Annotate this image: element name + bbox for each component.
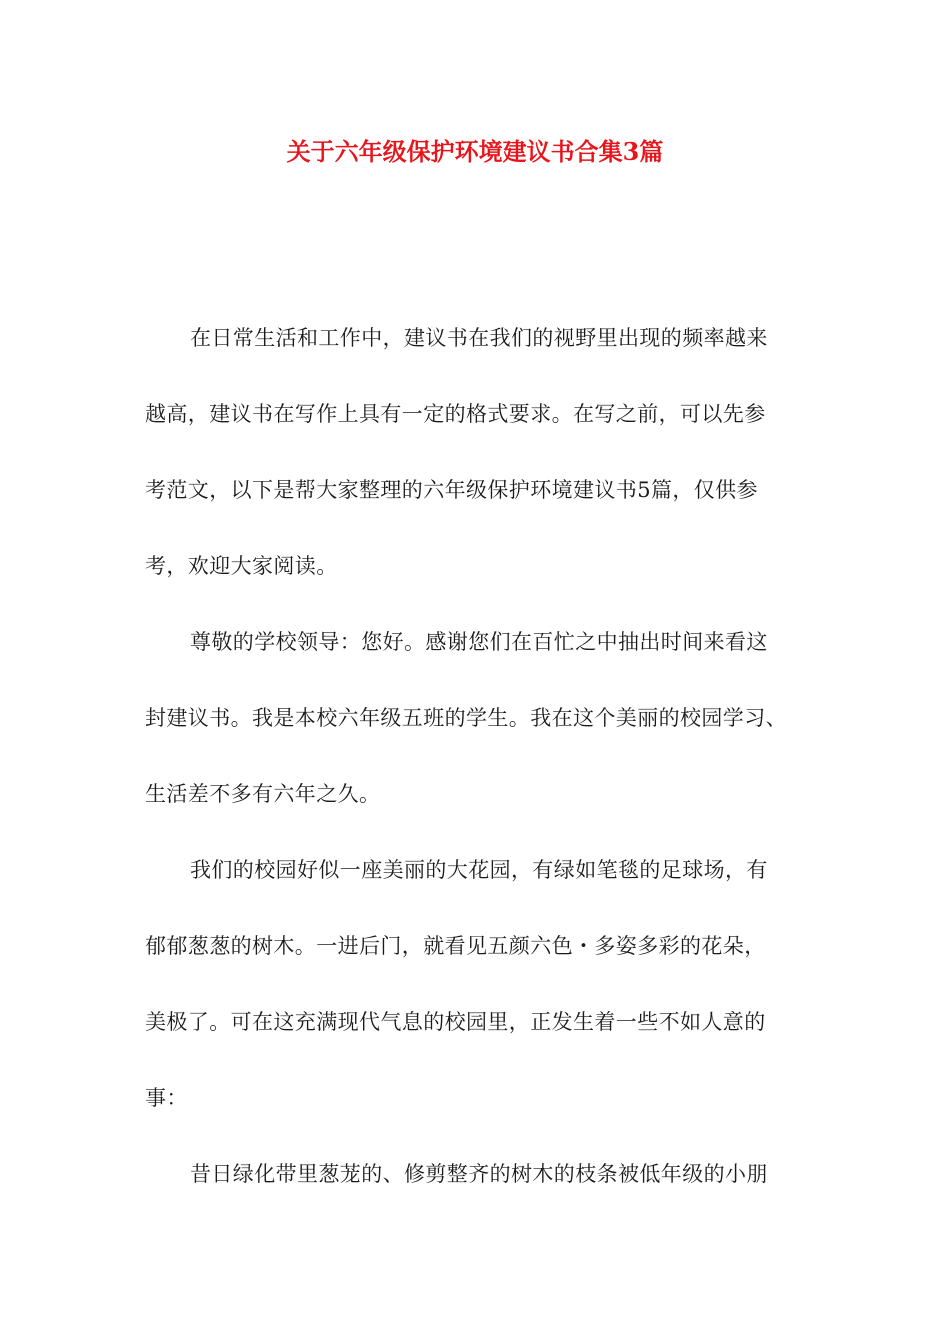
paragraph-line: 昔日绿化带里葱茏的、修剪整齐的树木的枝条被低年级的小朋 bbox=[190, 1162, 768, 1186]
paragraph-line: 我们的校园好似一座美丽的大花园，有绿如笔毯的足球场，有 bbox=[190, 858, 768, 882]
document-title: 关于六年级保护环境建议书合集3篇 bbox=[286, 137, 664, 166]
paragraph-line: 生活差不多有六年之久。 bbox=[145, 782, 381, 806]
paragraph-line: 在日常生活和工作中，建议书在我们的视野里出现的频率越来 bbox=[190, 326, 768, 350]
paragraph-line: 郁郁葱葱的树木。一进后门，就看见五颜六色・多姿多彩的花朵， bbox=[145, 934, 766, 958]
paragraph-line: 封建议书。我是本校六年级五班的学生。我在这个美丽的校园学习、 bbox=[145, 706, 787, 730]
paragraph-line: 尊敬的学校领导：您好。感谢您们在百忙之中抽出时间来看这 bbox=[190, 630, 768, 654]
document-body bbox=[145, 318, 809, 1230]
paragraph-line: 考范文，以下是帮大家整理的六年级保护环境建议书5篇，仅供参 bbox=[145, 478, 758, 502]
paragraph-line: 考，欢迎大家阅读。 bbox=[145, 554, 338, 578]
paragraph-line: 美极了。可在这充满现代气息的校园里，正发生着一些不如人意的 bbox=[145, 1010, 766, 1034]
paragraph-line: 越高，建议书在写作上具有一定的格式要求。在写之前，可以先参 bbox=[145, 402, 766, 426]
paragraph-line: 事： bbox=[145, 1086, 188, 1110]
